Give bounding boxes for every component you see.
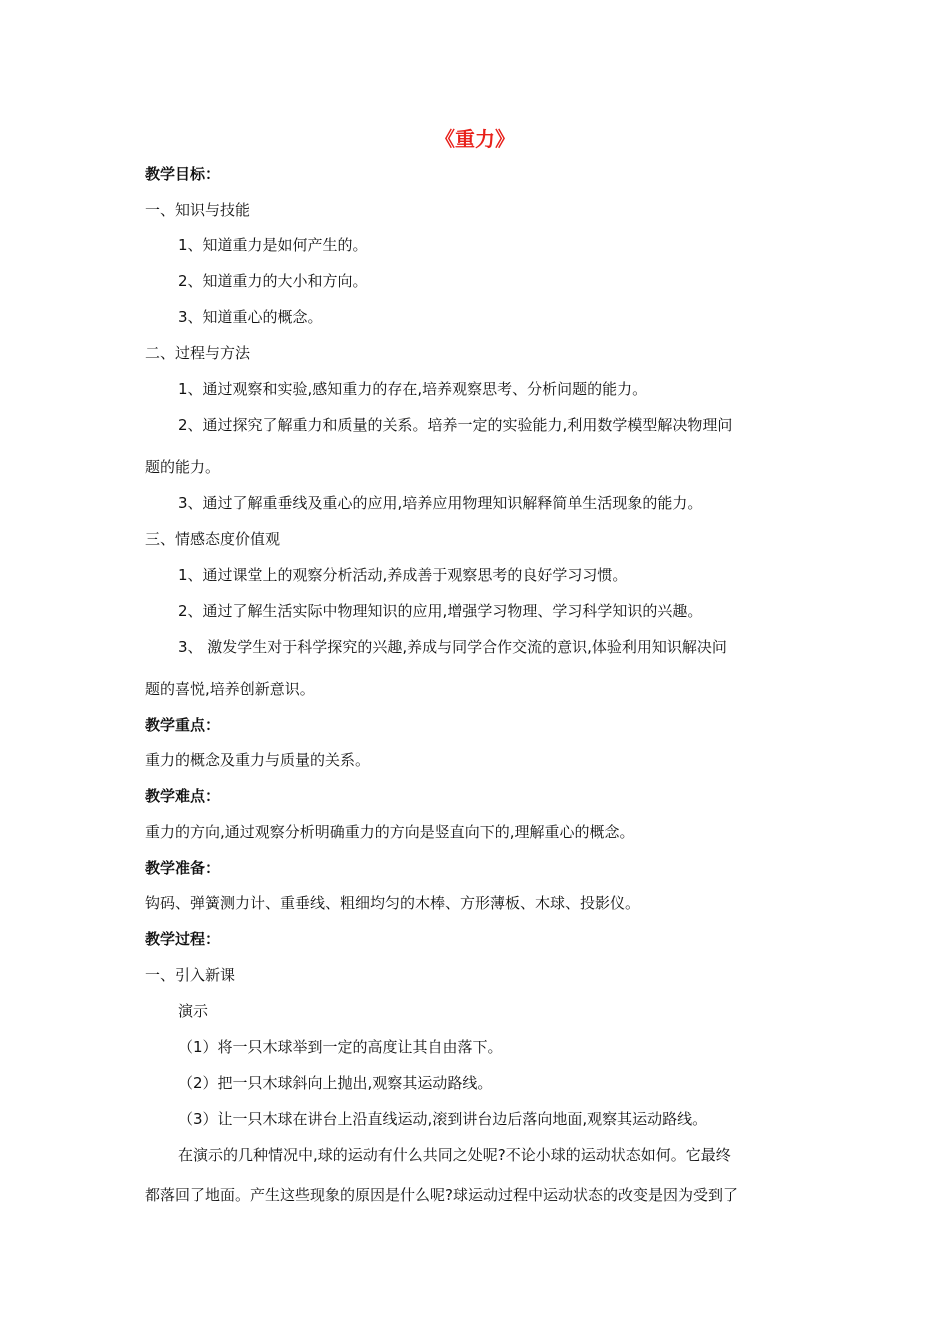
heading-key-points: 教学重点： [145, 716, 221, 734]
section-knowledge-skills: 一、知识与技能 [145, 201, 251, 219]
paragraph-text-continued: 都落回了地面。产生这些现象的原因是什么呢?球运动过程中运动状态的改变是因为受到了 [145, 1186, 738, 1204]
objective-item: 3、 激发学生对于科学探究的兴趣,养成与同学合作交流的意识,体验利用知识解决问 [178, 638, 727, 656]
objective-item: 3、知道重心的概念。 [178, 308, 323, 326]
demo-step: （1）将一只木球举到一定的高度让其自由落下。 [178, 1038, 503, 1056]
objective-item: 1、知道重力是如何产生的。 [178, 236, 368, 254]
objective-item: 2、通过了解生活实际中物理知识的应用,增强学习物理、学习科学知识的兴趣。 [178, 602, 703, 620]
key-points-text: 重力的概念及重力与质量的关系。 [145, 751, 371, 769]
difficult-points-text: 重力的方向,通过观察分析明确重力的方向是竖直向下的,理解重心的概念。 [145, 823, 635, 841]
heading-difficult-points: 教学难点： [145, 787, 221, 805]
demo-step: （3）让一只木球在讲台上沿直线运动,滚到讲台边后落向地面,观察其运动路线。 [178, 1110, 708, 1128]
heading-preparation: 教学准备： [145, 859, 221, 877]
document-title: 《重力》 [435, 127, 515, 151]
objective-item-continued: 题的能力。 [145, 458, 221, 476]
objective-item: 1、通过课堂上的观察分析活动,养成善于观察思考的良好学习习惯。 [178, 566, 628, 584]
objective-item: 2、通过探究了解重力和质量的关系。培养一定的实验能力,利用数学模型解决物理问 [178, 416, 733, 434]
demo-step: （2）把一只木球斜向上抛出,观察其运动路线。 [178, 1074, 493, 1092]
section-introduction: 一、引入新课 [145, 966, 236, 984]
preparation-text: 钩码、弹簧测力计、重垂线、粗细均匀的木棒、方形薄板、木球、投影仪。 [145, 894, 641, 912]
section-process-method: 二、过程与方法 [145, 344, 251, 362]
objective-item-continued: 题的喜悦,培养创新意识。 [145, 680, 315, 698]
objective-item: 1、通过观察和实验,感知重力的存在,培养观察思考、分析问题的能力。 [178, 380, 648, 398]
heading-teaching-objectives: 教学目标： [145, 165, 221, 183]
demo-label: 演示 [178, 1002, 209, 1020]
section-attitude-values: 三、情感态度价值观 [145, 530, 281, 548]
paragraph-text: 在演示的几种情况中,球的运动有什么共同之处呢?不论小球的运动状态如何。它最终 [178, 1146, 731, 1164]
objective-item: 2、知道重力的大小和方向。 [178, 272, 368, 290]
heading-teaching-process: 教学过程： [145, 930, 221, 948]
objective-item: 3、通过了解重垂线及重心的应用,培养应用物理知识解释简单生活现象的能力。 [178, 494, 703, 512]
